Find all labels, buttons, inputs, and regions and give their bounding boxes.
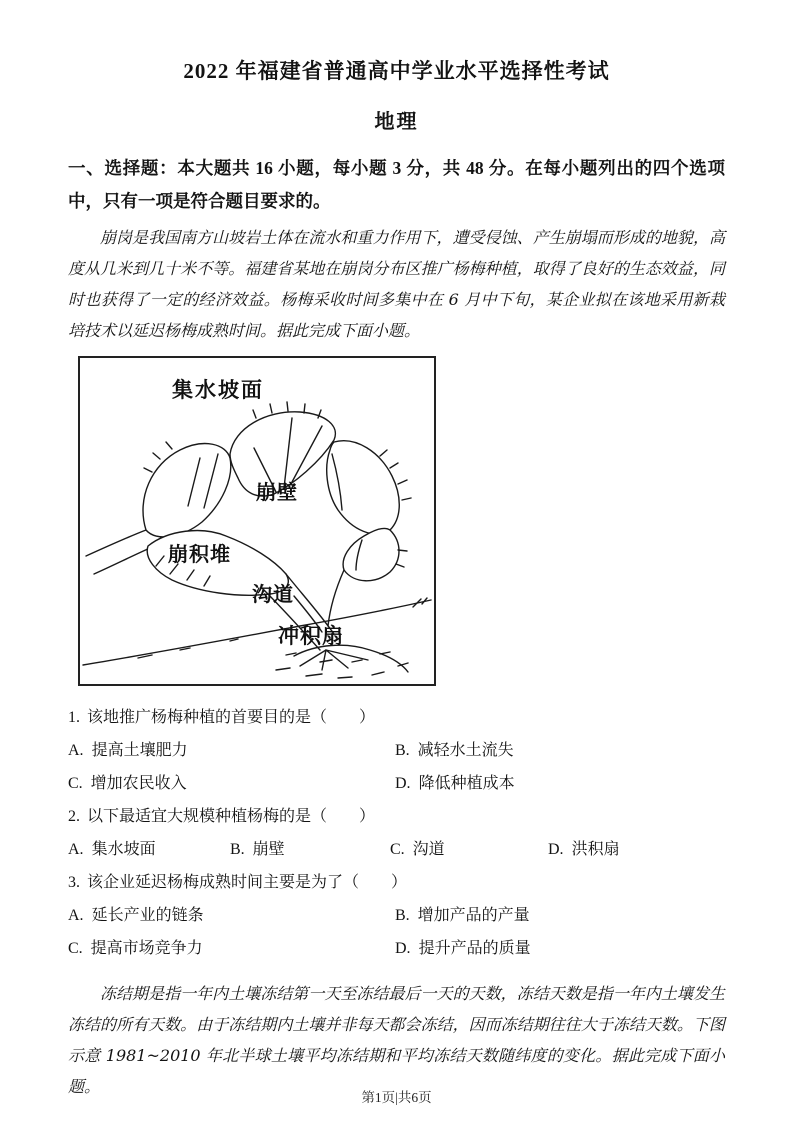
benggang-figure bbox=[78, 356, 436, 686]
question-3 bbox=[68, 867, 725, 898]
question-1-options-row-1 bbox=[68, 735, 725, 766]
question-3-option-d: D. 提升产品的质量 bbox=[395, 940, 531, 957]
question-2-options-row bbox=[68, 834, 725, 865]
question-3-number: 3. bbox=[68, 874, 80, 891]
page-title: 2022 年福建省普通高中学业水平选择性考试 bbox=[183, 59, 610, 83]
section-header: 一、选择题：本大题共 16 小题，每小题 3 分，共 48 分。在每小题列出的四个选项中，只有一项是符合题目要求的。 bbox=[68, 158, 725, 211]
question-3-options-row-2 bbox=[68, 933, 725, 964]
figure-label-channel: 沟道 bbox=[252, 584, 294, 606]
passage-frozen-soil: 冻结期是指一年内土壤冻结第一天至冻结最后一天的天数，冻结天数是指一年内土壤发生冻结的所有天数。由于冻结期内土壤并非每天都会冻结，因而冻结期往往大于冻结天数。下图示意 1981~2010 年北半球土壤平均冻结期和平均冻结天数随纬度的变化。据此完成下面小题。 bbox=[68, 984, 725, 1096]
question-3-options-row-1 bbox=[68, 900, 725, 931]
figure-label-collapse-wall: 崩壁 bbox=[256, 482, 298, 504]
question-3-option-a: A. 延长产业的链条 bbox=[68, 907, 204, 924]
question-2-number: 2. bbox=[68, 808, 80, 825]
subject-title: 地理 bbox=[374, 111, 419, 133]
question-3-option-b: B. 增加产品的产量 bbox=[395, 907, 530, 924]
page-number: 第1页|共6页 bbox=[361, 1090, 432, 1105]
question-1-stem: 该地推广杨梅种植的首要目的是（ ） bbox=[87, 709, 376, 726]
question-2-option-d: D. 洪积扇 bbox=[548, 841, 620, 858]
question-2-option-c: C. 沟道 bbox=[390, 841, 445, 858]
passage-benggang: 崩岗是我国南方山坡岩土体在流水和重力作用下，遭受侵蚀、产生崩塌而形成的地貌，高度从几米到几十米不等。福建省某地在崩岗分布区推广杨梅种植，取得了良好的生态效益，同时也获得了一定的经济效益。杨梅采收时间多集中在 6 月中下旬，某企业拟在该地采用新栽培技术以延迟杨梅成熟时间。据此完成下面小题。 bbox=[68, 228, 725, 340]
question-2 bbox=[68, 801, 725, 832]
question-2-option-a: A. 集水坡面 bbox=[68, 841, 156, 858]
question-1-option-c: C. 增加农民收入 bbox=[68, 775, 187, 792]
question-1 bbox=[68, 702, 725, 733]
figure-label-alluvial-fan: 冲积扇 bbox=[278, 624, 344, 648]
question-2-option-b: B. 崩壁 bbox=[230, 841, 285, 858]
figure-label-colluvium: 崩积堆 bbox=[168, 544, 231, 566]
question-1-option-a: A. 提高土壤肥力 bbox=[68, 742, 188, 759]
question-1-option-d: D. 降低种植成本 bbox=[395, 775, 515, 792]
question-3-stem: 该企业延迟杨梅成熟时间主要是为了（ ） bbox=[87, 874, 408, 891]
question-1-options-row-2 bbox=[68, 768, 725, 799]
benggang-sketch bbox=[80, 358, 434, 684]
question-2-stem: 以下最适宜大规模种植杨梅的是（ ） bbox=[87, 808, 376, 825]
question-1-number: 1. bbox=[68, 709, 80, 726]
figure-label-catchment-slope: 集水坡面 bbox=[172, 378, 264, 402]
question-block bbox=[68, 702, 725, 964]
question-1-option-b: B. 减轻水土流失 bbox=[395, 742, 514, 759]
question-3-option-c: C. 提高市场竞争力 bbox=[68, 940, 203, 957]
